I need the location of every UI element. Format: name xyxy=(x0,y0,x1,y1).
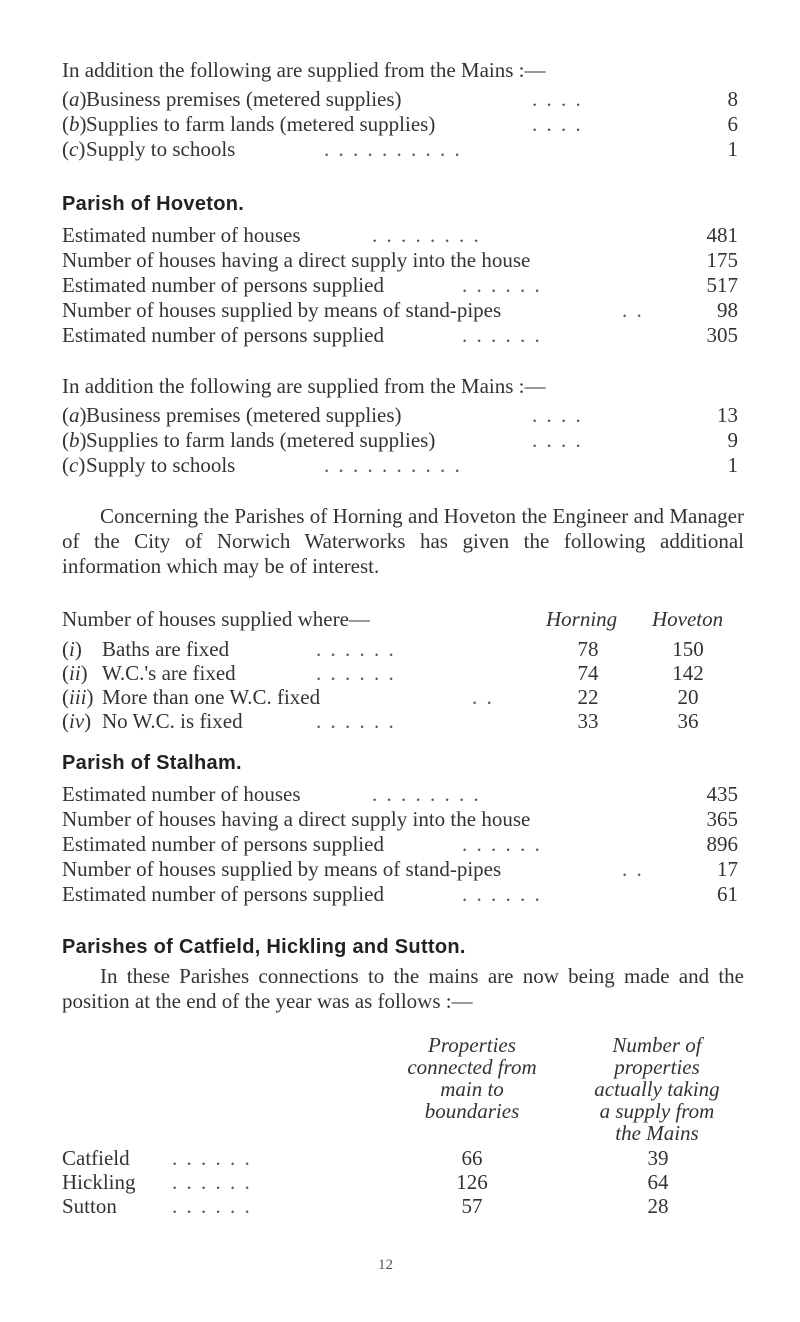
leader-dots: . . . . xyxy=(532,87,583,111)
stat-value: 896 xyxy=(706,832,738,856)
table-row xyxy=(62,1194,744,1216)
stalham-stats xyxy=(62,782,744,907)
stat-value: 517 xyxy=(706,273,738,297)
item-label: Supply to schools xyxy=(86,137,236,161)
leader-dots: . . . . xyxy=(532,428,583,452)
stat-row xyxy=(62,882,744,907)
list-item: (c)Supply to schools . . . . . . . . . . 1 xyxy=(62,137,738,161)
stat-value: 365 xyxy=(706,807,738,831)
row-label: No W.C. is fixed xyxy=(102,709,243,733)
stat-label: Number of houses supplied by means of stand-pipes xyxy=(62,857,502,881)
mains-list-hoveton xyxy=(62,403,744,478)
row-marker: iii xyxy=(69,685,87,709)
table-row: (iv) No W.C. is fixed . . . . . . 33 36 xyxy=(62,709,744,733)
row-name: Catfield xyxy=(62,1146,130,1170)
stat-row xyxy=(62,323,744,348)
item-marker: a xyxy=(69,87,80,111)
cell-hoveton: 142 xyxy=(672,661,704,685)
item-value: 6 xyxy=(727,112,738,136)
row-marker: ii xyxy=(69,661,81,685)
stat-label: Estimated number of houses xyxy=(62,223,301,247)
cell-taking: 64 xyxy=(647,1170,669,1194)
row-name: Hickling xyxy=(62,1170,136,1194)
catfield-paragraph: In these Parishes connections to the mains are now being made and the position at the end of the year was as follows :— xyxy=(62,964,744,1013)
cell-hoveton: 36 xyxy=(677,709,699,733)
leader-dots: . . . . . . xyxy=(172,1194,252,1218)
leader-dots: . . . . . . xyxy=(316,709,396,733)
item-label: Business premises (metered supplies) xyxy=(86,87,402,111)
item-label: Business premises (metered supplies) xyxy=(86,403,402,427)
leader-dots: . . . . . . xyxy=(172,1170,252,1194)
stat-label: Number of houses supplied by means of stand-pipes xyxy=(62,298,502,322)
cell-taking: 39 xyxy=(647,1146,669,1170)
leader-dots: . . . . . . . . xyxy=(372,223,481,247)
stat-label: Estimated number of houses xyxy=(62,782,301,806)
list-item: (c)Supply to schools . . . . . . . . . . 1 xyxy=(62,453,738,477)
column-header-taking: Number of properties actually taking a supply from the Mains xyxy=(594,1033,720,1145)
stat-row xyxy=(62,782,744,807)
heading-hoveton: Parish of Hoveton. xyxy=(62,193,245,215)
table-row: (iii) More than one W.C. fixed . . 22 20 xyxy=(62,685,744,709)
row-label: More than one W.C. fixed xyxy=(102,685,321,709)
cell-horning: 78 xyxy=(577,637,599,661)
leader-dots: . . . . . . xyxy=(462,882,542,906)
stat-row xyxy=(62,223,744,248)
table-row xyxy=(62,1170,744,1192)
cell-connected: 126 xyxy=(456,1170,488,1194)
stat-value: 305 xyxy=(706,323,738,347)
cell-horning: 74 xyxy=(577,661,599,685)
stat-value: 17 xyxy=(717,857,738,881)
leader-dots: . . . . . . xyxy=(172,1146,252,1170)
column-header-connected: Properties connected from main to boundaries xyxy=(407,1033,537,1123)
row-label: Baths are fixed xyxy=(102,637,230,661)
heading-catfield: Parishes of Catfield, Hickling and Sutton. xyxy=(62,936,466,958)
row-name: Sutton xyxy=(62,1194,117,1218)
item-marker: b xyxy=(69,428,80,452)
row-label: W.C.'s are fixed xyxy=(102,661,236,685)
leader-dots: . . . . . . xyxy=(462,323,542,347)
cell-taking: 28 xyxy=(647,1194,669,1218)
concerning-paragraph: Concerning the Parishes of Horning and Hoveton the Engineer and Manager of the City of Norwich Waterworks has given the following additional information which may be of interest. xyxy=(62,504,744,578)
leader-dots: . . xyxy=(622,298,644,322)
stat-label: Estimated number of persons supplied xyxy=(62,832,384,856)
cell-hoveton: 20 xyxy=(677,685,699,709)
stat-value: 61 xyxy=(717,882,738,906)
item-label: Supply to schools xyxy=(86,453,236,477)
catfield-table xyxy=(62,1034,744,1264)
stat-label: Estimated number of persons supplied xyxy=(62,882,384,906)
item-value: 9 xyxy=(727,428,738,452)
stat-value: 98 xyxy=(717,298,738,322)
stat-value: 435 xyxy=(706,782,738,806)
item-marker: c xyxy=(69,137,79,161)
leader-dots: . . . . xyxy=(532,403,583,427)
column-header-hoveton: Hoveton xyxy=(652,607,724,631)
stat-row xyxy=(62,273,744,298)
table-row xyxy=(62,1146,744,1168)
item-marker: a xyxy=(69,403,80,427)
item-marker: b xyxy=(69,112,80,136)
leader-dots: . . . . . . xyxy=(462,273,542,297)
stat-row xyxy=(62,298,744,323)
cell-hoveton: 150 xyxy=(672,637,704,661)
cell-connected: 57 xyxy=(461,1194,483,1218)
leader-dots: . . . . . . . . xyxy=(372,782,481,806)
cell-connected: 66 xyxy=(461,1146,483,1170)
item-value: 1 xyxy=(727,137,738,161)
leader-dots: . . . . . . xyxy=(462,832,542,856)
row-marker: iv xyxy=(69,709,85,733)
leader-dots: . . xyxy=(472,685,494,709)
table-lead: Number of houses supplied where— xyxy=(62,607,370,631)
leader-dots: . . . . . . . . . . xyxy=(324,137,462,161)
list-item: (a)Business premises (metered supplies) . . . . 8 xyxy=(62,87,738,111)
list-item: (b)Supplies to farm lands (metered supplies) . . . . 9 xyxy=(62,428,738,452)
leader-dots: . . xyxy=(622,857,644,881)
list-item: (b)Supplies to farm lands (metered supplies) . . . . 6 xyxy=(62,112,738,136)
stat-row xyxy=(62,832,744,857)
item-label: Supplies to farm lands (metered supplies) xyxy=(86,428,436,452)
item-value: 8 xyxy=(727,87,738,111)
stat-row xyxy=(62,807,744,832)
leader-dots: . . . . xyxy=(532,112,583,136)
stat-label: Number of houses having a direct supply into the house xyxy=(62,248,531,272)
column-header-horning: Horning xyxy=(546,607,618,631)
item-value: 1 xyxy=(727,453,738,477)
table-row: (ii) W.C.'s are fixed . . . . . . 74 142 xyxy=(62,661,744,685)
item-marker: c xyxy=(69,453,79,477)
stat-row xyxy=(62,248,744,273)
row-marker: i xyxy=(69,637,75,661)
leader-dots: . . . . . . . . . . xyxy=(324,453,462,477)
stat-value: 175 xyxy=(706,248,738,272)
list-item: (a)Business premises (metered supplies) . . . . 13 xyxy=(62,403,738,427)
stat-label: Number of houses having a direct supply into the house xyxy=(62,807,531,831)
cell-horning: 33 xyxy=(577,709,599,733)
heading-stalham: Parish of Stalham. xyxy=(62,752,242,774)
document-page xyxy=(62,58,744,1264)
item-value: 13 xyxy=(717,403,738,427)
item-label: Supplies to farm lands (metered supplies) xyxy=(86,112,436,136)
stat-value: 481 xyxy=(706,223,738,247)
leader-dots: . . . . . . xyxy=(316,637,396,661)
table-row: (i) Baths are fixed . . . . . . 78 150 xyxy=(62,637,744,661)
stat-label: Estimated number of persons supplied xyxy=(62,323,384,347)
stat-label: Estimated number of persons supplied xyxy=(62,273,384,297)
mains-list-top xyxy=(62,87,744,162)
mains-intro-hoveton: In addition the following are supplied from the Mains :— xyxy=(62,374,546,398)
page-number: 12 xyxy=(378,1257,393,1273)
cell-horning: 22 xyxy=(577,685,599,709)
hoveton-stats xyxy=(62,223,744,348)
horning-hoveton-table xyxy=(62,607,744,733)
stat-row xyxy=(62,857,744,882)
leader-dots: . . . . . . xyxy=(316,661,396,685)
mains-intro-top: In addition the following are supplied from the Mains :— xyxy=(62,58,546,82)
